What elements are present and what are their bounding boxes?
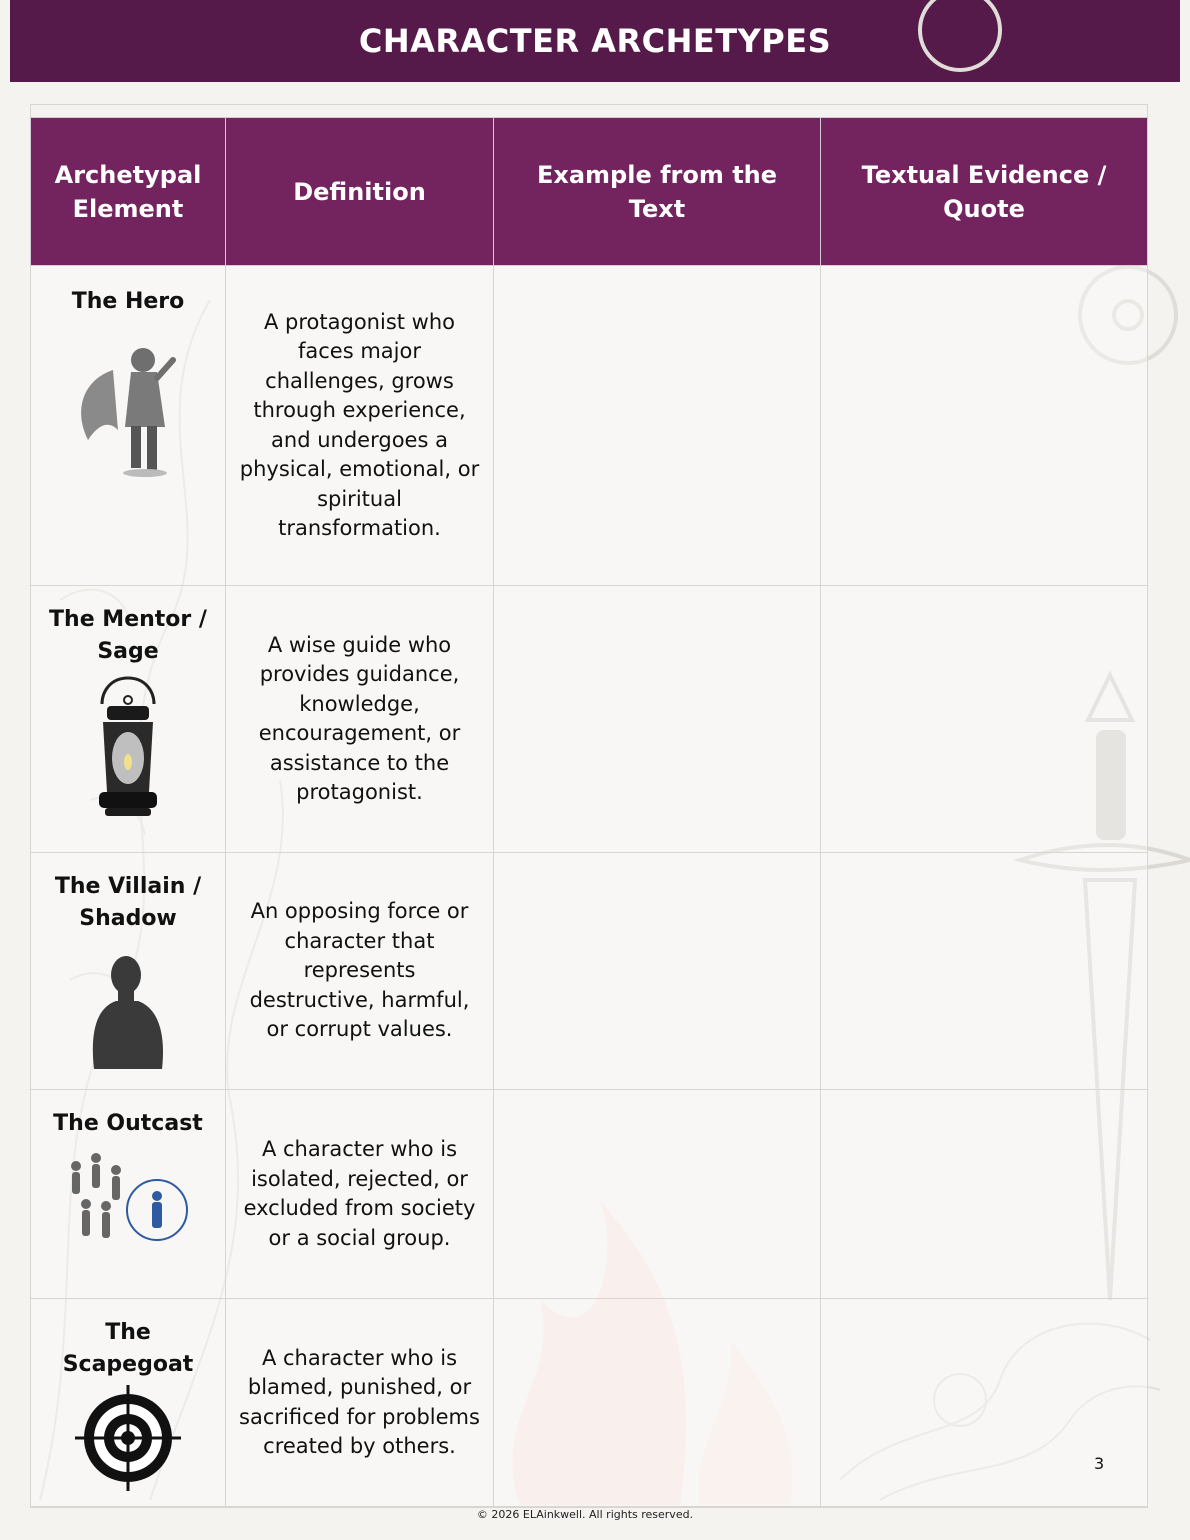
element-name: The Scapegoat	[62, 1320, 194, 1377]
hero-figure-icon	[73, 330, 183, 480]
page-number: 3	[1094, 1454, 1105, 1473]
example-cell[interactable]	[494, 266, 821, 586]
element-name: The Villain / Shadow	[54, 874, 202, 931]
element-cell	[31, 266, 226, 586]
isolated-person-icon	[66, 1152, 190, 1246]
evidence-cell[interactable]	[821, 1090, 1148, 1299]
shadow-silhouette-icon	[88, 953, 168, 1069]
definition-cell: A character who is isolated, rejected, or excluded from society or a social group.	[226, 1090, 494, 1299]
example-cell[interactable]	[494, 1299, 821, 1507]
column-header-element: Archetypal Element	[31, 118, 226, 266]
table-row	[31, 586, 1148, 853]
table-row	[31, 266, 1148, 586]
page-title: CHARACTER ARCHETYPES	[358, 22, 832, 60]
element-name: The Mentor / Sage	[49, 607, 207, 664]
definition-cell: A wise guide who provides guidance, knowledge, encouragement, or assistance to the protagonist.	[226, 586, 494, 853]
element-name: The Outcast	[53, 1111, 203, 1136]
archetype-table	[30, 117, 1148, 1507]
example-cell[interactable]	[494, 586, 821, 853]
element-cell	[31, 1090, 226, 1299]
evidence-cell[interactable]	[821, 1299, 1148, 1507]
example-cell[interactable]	[494, 1090, 821, 1299]
column-header-example: Example from the Text	[494, 118, 821, 266]
element-cell	[31, 1299, 226, 1507]
definition-cell: An opposing force or character that represents destructive, harmful, or corrupt values.	[226, 853, 494, 1090]
column-header-definition: Definition	[226, 118, 494, 266]
table-row	[31, 1090, 1148, 1299]
element-name: The Hero	[71, 289, 185, 314]
example-cell[interactable]	[494, 853, 821, 1090]
definition-cell: A character who is blamed, punished, or sacrificed for problems created by others.	[226, 1299, 494, 1507]
element-cell	[31, 586, 226, 853]
evidence-cell[interactable]	[821, 586, 1148, 853]
column-header-evidence: Textual Evidence / Quote	[821, 118, 1148, 266]
evidence-cell[interactable]	[821, 853, 1148, 1090]
definition-cell: A protagonist who faces major challenges, grows through experience, and undergoes a physical, emotional, or spiritual transformation.	[226, 266, 494, 586]
evidence-cell[interactable]	[821, 266, 1148, 586]
copyright-footer: © 2026 ELAinkwell. All rights reserved.	[476, 1508, 694, 1521]
table-row	[31, 853, 1148, 1090]
table-header-row	[31, 118, 1148, 266]
target-icon	[75, 1385, 181, 1491]
table-row	[31, 1299, 1148, 1507]
element-cell	[31, 853, 226, 1090]
lantern-icon	[93, 676, 163, 826]
